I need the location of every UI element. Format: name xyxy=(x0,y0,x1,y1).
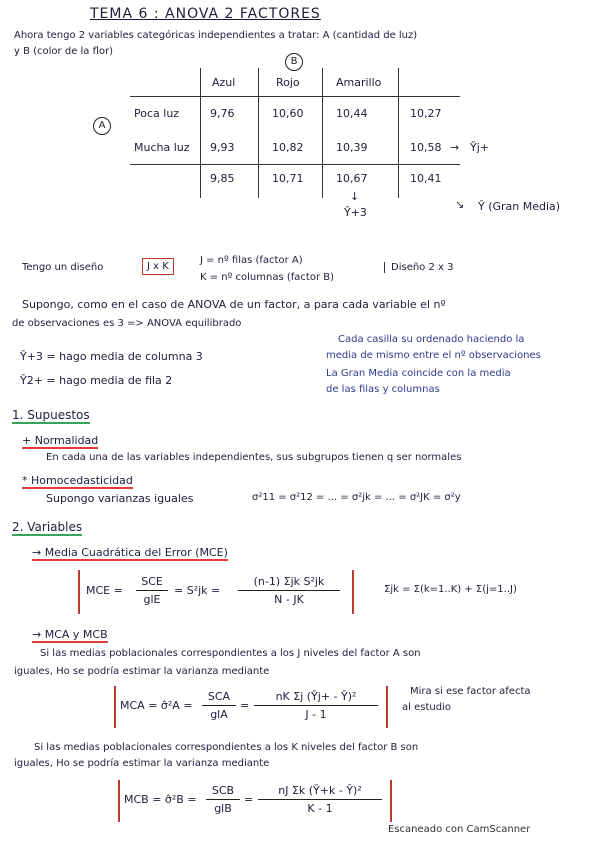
section-2-heading: 2. Variables xyxy=(12,520,83,534)
supongo-note-2: media de mismo entre el nº observaciones xyxy=(326,350,541,361)
supongo-note-1: Cada casilla su ordenado haciendo la xyxy=(338,334,525,345)
mcb-fraction xyxy=(206,784,240,815)
mce-lhs: MCE = xyxy=(86,584,123,597)
mce-heading: → Media Cuadrática del Error (MCE) xyxy=(32,546,228,559)
design-prefix: Tengo un diseño xyxy=(22,262,104,273)
mca-lhs: MCA = σ̂²A = xyxy=(120,699,193,712)
table-cell: 10,67 xyxy=(336,172,368,185)
design-def-1: J = nº filas (factor A) xyxy=(200,255,303,266)
homo-text: Supongo varianzas iguales xyxy=(46,492,194,505)
mce-sum-def: Σjk = Σ(k=1..K) + Σ(j=1..J) xyxy=(384,584,517,595)
table-cell: 10,44 xyxy=(336,107,368,120)
mcb-numerator-2: nJ Σk (Ȳ+k - Ȳ)² xyxy=(278,784,362,797)
mca-numerator-2: nK Σj (Ȳj+ - Ȳ)² xyxy=(275,690,357,703)
mce-denominator-2: N - JK xyxy=(238,590,340,606)
def-col-mean: Ȳ+3 = hago media de columna 3 xyxy=(20,350,203,363)
table-cell: 9,93 xyxy=(210,141,235,154)
mca-equals: = xyxy=(240,699,250,712)
factor-b-label: B xyxy=(285,53,303,71)
table-cell: 10,71 xyxy=(272,172,304,185)
supongo-line-1: Supongo, como en el caso de ANOVA de un factor, a para cada variable el nº xyxy=(22,298,446,311)
supongo-line-2: de observaciones es 3 => ANOVA equilibrado xyxy=(12,318,242,329)
mca-text-2: iguales, Ho se podría estimar la varianza mediante xyxy=(14,666,270,677)
scanner-footer: Escaneado con CamScanner xyxy=(388,824,531,835)
design-box: J x K xyxy=(142,258,174,275)
table-cell: 10,41 xyxy=(410,172,442,185)
mca-numerator: SCA xyxy=(207,690,231,703)
row-label: Mucha luz xyxy=(134,141,190,154)
mcb-text-2: iguales, Ho se podría estimar la varianza mediante xyxy=(14,758,270,769)
table-cell: 10,27 xyxy=(410,107,442,120)
homo-formula: σ²11 = σ²12 = ... = σ²jk = ... = σ²JK = σ²y xyxy=(252,492,461,503)
table-cell: 10,39 xyxy=(336,141,368,154)
mce-fraction xyxy=(136,575,168,606)
column-header: Amarillo xyxy=(336,76,382,89)
mca-note-2: al estudio xyxy=(402,702,451,713)
row-mean-label: Ȳj+ xyxy=(470,141,489,154)
intro-line-1: Ahora tengo 2 variables categóricas independientes a tratar: A (cantidad de luz) xyxy=(14,30,418,41)
mce-numerator: SCE xyxy=(141,575,163,588)
mca-heading: → MCA y MCB xyxy=(32,628,108,641)
mca-denominator-2: J - 1 xyxy=(254,705,378,721)
supongo-note-3: La Gran Media coincide con la media xyxy=(326,368,511,379)
grand-mean-arrow: ↘ xyxy=(455,198,465,211)
table-cell: 9,76 xyxy=(210,107,235,120)
page-title: TEMA 6 : ANOVA 2 FACTORES xyxy=(90,6,321,22)
table-cell: 10,58 xyxy=(410,141,442,154)
column-header: Rojo xyxy=(276,76,300,89)
col-mean-label: Ȳ+3 xyxy=(344,206,367,219)
mca-note-1: Mira si ese factor afecta xyxy=(410,686,531,697)
row-mean-arrow: → xyxy=(450,141,460,154)
def-row-mean: Ȳ2+ = hago media de fila 2 xyxy=(20,374,173,387)
mca-fraction xyxy=(202,690,236,721)
intro-line-2: y B (color de la flor) xyxy=(14,46,114,57)
mcb-lhs: MCB = σ̂²B = xyxy=(124,793,197,806)
mcb-equals: = xyxy=(244,793,254,806)
normalidad-text: En cada una de las variables independientes, sus subgrupos tienen q ser normales xyxy=(46,452,462,463)
mce-numerator-2: (n-1) Σjk S²jk xyxy=(253,575,325,588)
normalidad-heading: + Normalidad xyxy=(22,434,99,447)
col-mean-arrow: ↓ xyxy=(350,190,360,203)
design-def-2: K = nº columnas (factor B) xyxy=(200,272,334,283)
mca-text-1: Si las medias poblacionales correspondientes a los J niveles del factor A son xyxy=(40,648,421,659)
mcb-numerator: SCB xyxy=(211,784,235,797)
column-header: Azul xyxy=(212,76,236,89)
mcb-denominator: glB xyxy=(206,799,240,815)
homo-heading: * Homocedasticidad xyxy=(22,474,133,487)
supongo-note-4: de las filas y columnas xyxy=(326,384,440,395)
mcb-text-1: Si las medias poblacionales correspondientes a los K niveles del factor B son xyxy=(34,742,419,753)
mce-fraction-2 xyxy=(238,575,340,606)
factor-a-label: A xyxy=(93,117,111,135)
mcb-denominator-2: K - 1 xyxy=(258,799,382,815)
grand-mean-label: Ȳ (Gran Media) xyxy=(478,200,561,213)
mca-denominator: glA xyxy=(202,705,236,721)
table-cell: 9,85 xyxy=(210,172,235,185)
row-label: Poca luz xyxy=(134,107,180,120)
mcb-fraction-2 xyxy=(258,784,382,815)
section-1-heading: 1. Supuestos xyxy=(12,408,90,422)
design-type: Diseño 2 x 3 xyxy=(384,262,453,273)
mce-denominator: glE xyxy=(136,590,168,606)
table-cell: 10,60 xyxy=(272,107,304,120)
mca-fraction-2 xyxy=(254,690,378,721)
mce-mid: = S²jk = xyxy=(174,584,221,597)
table-cell: 10,82 xyxy=(272,141,304,154)
